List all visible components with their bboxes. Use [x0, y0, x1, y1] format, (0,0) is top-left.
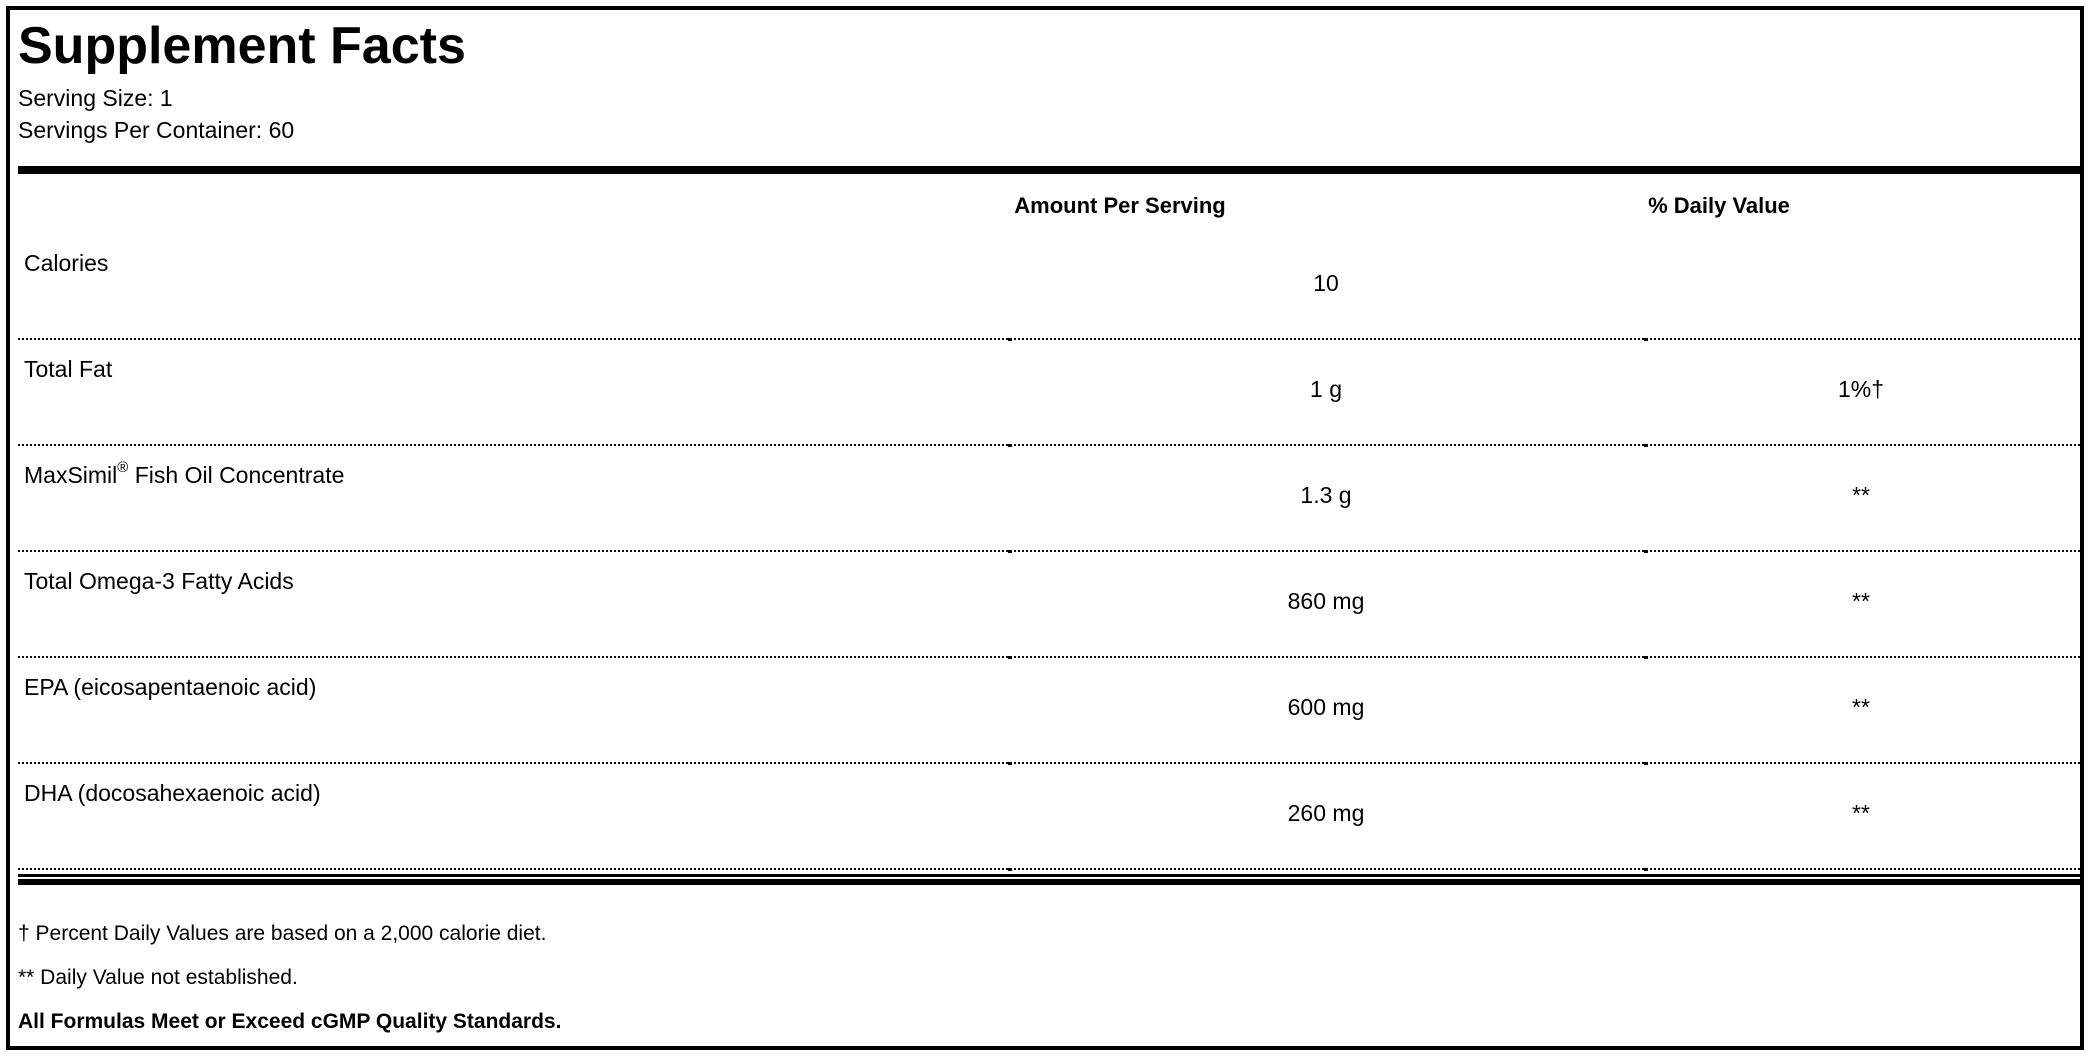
- nutrient-daily-value: **: [1852, 588, 1870, 614]
- column-tick: [1644, 868, 1648, 871]
- column-tick: [1008, 868, 1012, 871]
- nutrient-name: Total Omega-3 Fatty Acids: [24, 568, 294, 594]
- nutrient-row-dha: [18, 764, 2080, 870]
- nutrient-amount: 860 mg: [1287, 588, 1365, 614]
- nutrient-amount: 1.3 g: [1300, 482, 1352, 508]
- nutrient-row-fish-oil-concentrate: [18, 446, 2080, 552]
- panel-title: Supplement Facts: [18, 17, 466, 75]
- nutrient-daily-value: 1%†: [1837, 376, 1885, 402]
- header-thick-rule: [18, 166, 2080, 174]
- brand-name: MaxSimil: [24, 462, 118, 488]
- nutrient-name: Total Fat: [24, 356, 113, 382]
- footer-rule-thin: [18, 874, 2080, 877]
- footnote-not-established: ** Daily Value not established.: [18, 966, 298, 989]
- nutrient-daily-value: **: [1852, 482, 1870, 508]
- nutrient-row-total-fat: [18, 340, 2080, 446]
- nutrient-row-omega-3: [18, 552, 2080, 658]
- nutrient-name: [24, 460, 344, 490]
- footnote-dv-basis: † Percent Daily Values are based on a 2,000 calorie diet.: [18, 922, 547, 945]
- nutrient-daily-value: **: [1852, 800, 1870, 826]
- footer-rule-thick: [18, 879, 2080, 885]
- quality-statement: All Formulas Meet or Exceed cGMP Quality Standards.: [18, 1010, 562, 1033]
- nutrient-name: EPA (eicosapentaenoic acid): [24, 674, 317, 700]
- daily-value-header: % Daily Value: [1648, 193, 1790, 218]
- servings-per-container: Servings Per Container: 60: [18, 117, 295, 143]
- nutrient-name: DHA (docosahexaenoic acid): [24, 780, 321, 806]
- nutrient-amount: 600 mg: [1287, 694, 1365, 720]
- nutrient-row-epa: [18, 658, 2080, 764]
- nutrient-amount: 260 mg: [1287, 800, 1365, 826]
- registered-mark: ®: [117, 459, 129, 477]
- nutrient-daily-value: **: [1852, 694, 1870, 720]
- name-rest: Fish Oil Concentrate: [128, 462, 345, 488]
- nutrient-amount: 10: [1313, 270, 1339, 296]
- nutrient-name: Calories: [24, 250, 109, 276]
- serving-size: Serving Size: 1: [18, 85, 173, 111]
- amount-per-serving-header: Amount Per Serving: [1014, 193, 1226, 218]
- nutrient-row-calories: [18, 234, 2080, 340]
- nutrient-amount: 1 g: [1310, 376, 1342, 402]
